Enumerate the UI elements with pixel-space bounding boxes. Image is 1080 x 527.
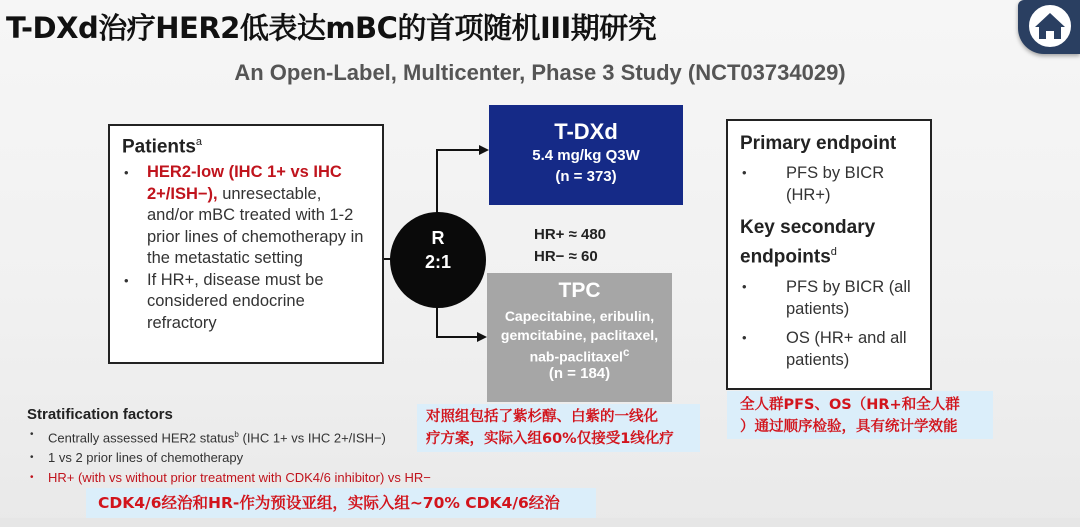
endpoint-annotation: [727, 391, 993, 439]
tpc-arm-drugs: [487, 307, 672, 366]
list-item: • PFS by BICR (HR+): [742, 164, 885, 204]
tpc-drug-list: Capecitabine, eribulin, gemcitabine, paclitaxel, nab-paclitaxel: [500, 308, 659, 365]
patients-heading-text: Patients: [122, 136, 196, 158]
list-item: • Centrally assessed HER2 status$^b$ (IHC 1+ vs IHC 2+/ISH−): [30, 429, 386, 446]
tdxd-arm-count: (n = 373): [555, 168, 617, 185]
secondary-endpoints-heading-text: Key secondary endpoints: [740, 217, 876, 268]
endpoints-box: [726, 119, 932, 390]
tdxd-arm-box: [489, 105, 683, 205]
strat-hr-cdk46: HR+ (with vs without prior treatment with CDK4/6 inhibitor) vs HR−: [48, 470, 431, 486]
her2-low-criterion: HER2-low (IHC 1+ vs IHC 2+/ISH−),: [147, 163, 342, 203]
list-item: • HR+ (with vs without prior treatment with CDK4/6 inhibitor) vs HR−: [30, 470, 431, 486]
study-subtitle: An Open-Label, Multicenter, Phase 3 Study (NCT03734029): [234, 60, 846, 85]
prior-chemo-criterion: unresectable, and/or mBC treated with 1-2 prior lines of chemotherapy in the metastatic setting: [147, 184, 364, 268]
patients-criteria-list: [122, 162, 372, 334]
page-title: T-DXd治疗HER2低表达mBC的首项随机III期研究: [6, 11, 657, 45]
list-item: • HER2-low (IHC 1+ vs IHC 2+/ISH−), unresectable, and/or mBC treated with 1-2 prior lines of chemotherapy in the metastatic setting: [124, 163, 364, 268]
primary-endpoint-heading: Primary endpoint: [740, 133, 897, 154]
strat-her2-status-detail: (IHC 1+ vs IHC 2+/ISH−): [238, 430, 386, 446]
stratification-list: [30, 425, 431, 488]
randomization-node: [390, 212, 486, 308]
list-item: • 1 vs 2 prior lines of chemotherapy: [30, 450, 244, 466]
stratification-annotation: CDK4/6经治和HR-作为预设亚组，实际入组~70% CDK4/6经治: [86, 488, 596, 518]
list-item: • If HR+, disease must be considered endocrine refractory: [124, 270, 324, 332]
patients-footnote-mark: a: [195, 136, 203, 148]
endocrine-refractory-criterion: If HR+, disease must be considered endocrine refractory: [147, 270, 324, 332]
strat-prior-lines: 1 vs 2 prior lines of chemotherapy: [48, 450, 244, 466]
tdxd-arm-name: T-DXd: [554, 119, 618, 144]
patients-heading: [122, 136, 372, 158]
list-item: • OS (HR+ and all patients): [742, 329, 907, 370]
tdxd-arm-dose: 5.4 mg/kg Q3W: [532, 147, 640, 164]
bottom-divider: [0, 518, 1080, 527]
hr-counts: [534, 224, 606, 268]
primary-endpoint-item: PFS by BICR (HR+): [786, 164, 885, 204]
tpc-arm-count: (n = 184): [548, 365, 611, 383]
randomization-label: R: [431, 228, 445, 248]
strat-her2-status: Centrally assessed HER2 status: [48, 430, 235, 446]
randomization-ratio: 2:1: [424, 252, 451, 272]
list-item: • PFS by BICR (all patients): [742, 278, 911, 319]
tpc-annotation-line2: 疗方案，实际入组60%仅接受1线化疗: [426, 431, 674, 447]
tpc-footnote-mark: c: [622, 346, 630, 359]
secondary-endpoint-os: OS (HR+ and all patients): [786, 329, 907, 370]
hr-positive-count: HR+ ≈ 480: [534, 226, 607, 243]
tpc-annotation: [417, 404, 700, 452]
stratification-title: Stratification factors: [27, 406, 173, 423]
tpc-arm-name: TPC: [558, 279, 601, 302]
strat-footnote-mark: b: [234, 430, 239, 439]
secondary-footnote-mark: d: [830, 246, 837, 258]
patients-box: [108, 124, 384, 364]
secondary-endpoints-heading: [740, 216, 922, 269]
endpoint-annotation-line1: 全人群PFS、OS（HR+和全人群: [740, 397, 960, 413]
tpc-arm-box: [487, 273, 672, 402]
secondary-endpoint-pfs: PFS by BICR (all patients): [786, 278, 911, 319]
tpc-annotation-line1: 对照组包括了紫杉醇、白紫的一线化: [426, 409, 658, 425]
endpoint-annotation-line2: ）通过顺序检验，具有统计学效能: [740, 419, 958, 435]
hr-negative-count: HR− ≈ 60: [534, 248, 598, 265]
